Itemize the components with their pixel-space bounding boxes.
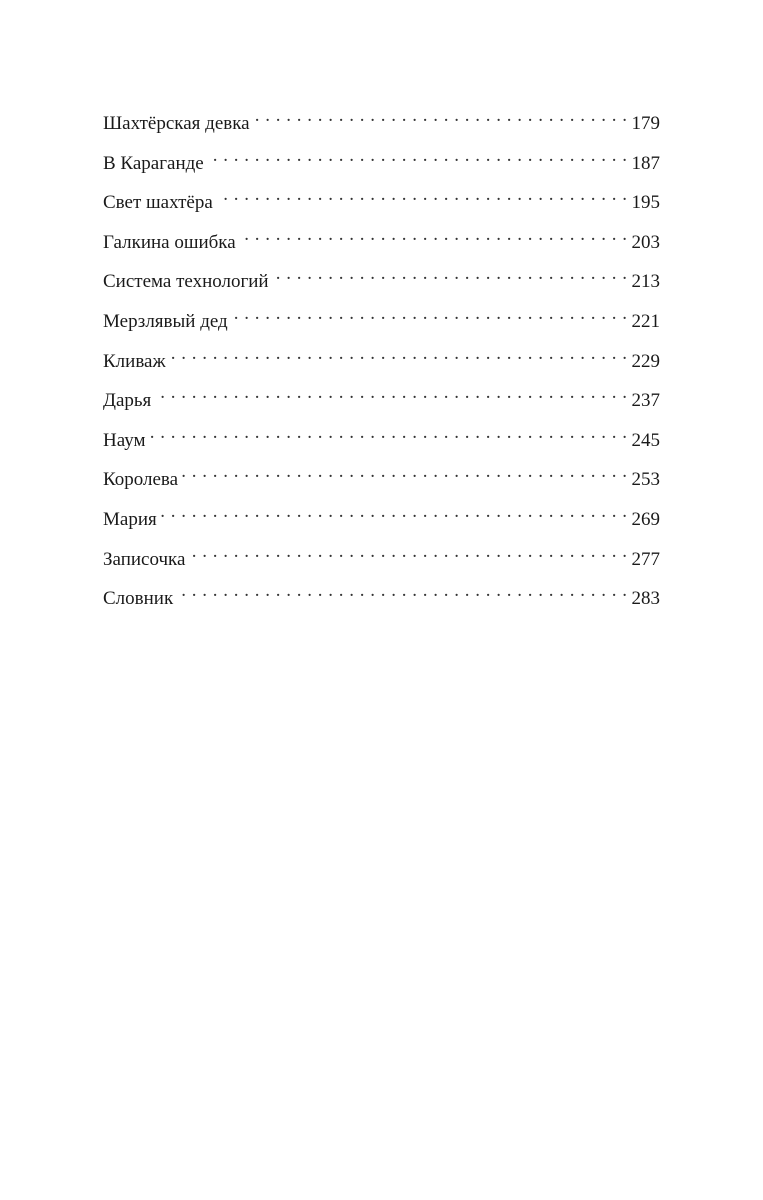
toc-dot-leader <box>155 380 627 406</box>
toc-entry[interactable] <box>103 578 660 618</box>
toc-entry-page: 213 <box>631 271 660 293</box>
toc-entry[interactable] <box>103 539 660 579</box>
toc-dot-leader <box>161 499 628 525</box>
toc-entry-title: Система технологий <box>103 271 269 293</box>
toc-entry-page: 277 <box>631 548 660 570</box>
toc-entry-page: 195 <box>631 192 660 214</box>
toc-entry-page: 253 <box>631 469 660 491</box>
toc-entry[interactable] <box>103 380 660 420</box>
toc-dot-leader <box>177 578 627 604</box>
toc-entry-page: 283 <box>631 588 660 610</box>
toc-dot-leader <box>182 459 627 485</box>
toc-entry[interactable] <box>103 459 660 499</box>
toc-entry-title: Мария <box>103 508 157 530</box>
toc-entry[interactable] <box>103 261 660 301</box>
toc-entry-title: Королева <box>103 469 179 491</box>
toc-entry-title: Свет шахтёра <box>103 192 213 214</box>
toc-dot-leader <box>208 143 628 169</box>
toc-dot-leader <box>189 539 627 565</box>
toc-entry-title: Галкина ошибка <box>103 231 236 253</box>
toc-dot-leader <box>170 341 628 367</box>
toc-entry-title: Шахтёрская девка <box>103 113 250 134</box>
toc-entry-page: 221 <box>631 310 660 332</box>
toc-entry[interactable] <box>103 420 660 460</box>
toc-entry[interactable] <box>103 341 660 381</box>
table-of-contents <box>103 103 660 618</box>
toc-entry-title: Кливаж <box>103 350 166 372</box>
toc-entry[interactable] <box>103 103 660 143</box>
toc-entry-page: 269 <box>631 508 660 530</box>
toc-entry-page: 203 <box>631 231 660 253</box>
toc-dot-leader <box>254 103 628 129</box>
toc-entry[interactable] <box>103 499 660 539</box>
toc-entry-title: В Караганде <box>103 152 204 174</box>
toc-dot-leader <box>273 261 628 287</box>
toc-entry-title: Мерзлявый дед <box>103 310 228 332</box>
toc-entry-title: Дарья <box>103 390 152 412</box>
toc-entry[interactable] <box>103 222 660 262</box>
toc-entry-page: 229 <box>631 350 660 372</box>
toc-entry-page: 237 <box>631 390 660 412</box>
toc-entry[interactable] <box>103 301 660 341</box>
toc-dot-leader <box>149 420 627 446</box>
toc-dot-leader <box>240 222 628 248</box>
toc-entry-title: Словник <box>103 588 174 610</box>
toc-entry-title: Наум <box>103 429 146 451</box>
toc-dot-leader <box>232 301 628 327</box>
toc-entry[interactable] <box>103 182 660 222</box>
toc-entry-page: 245 <box>631 429 660 451</box>
toc-entry-title: Записочка <box>103 548 186 570</box>
toc-entry-page: 187 <box>631 152 660 174</box>
toc-entry[interactable] <box>103 143 660 183</box>
toc-dot-leader <box>217 182 628 208</box>
toc-entry-page: 179 <box>631 113 660 134</box>
